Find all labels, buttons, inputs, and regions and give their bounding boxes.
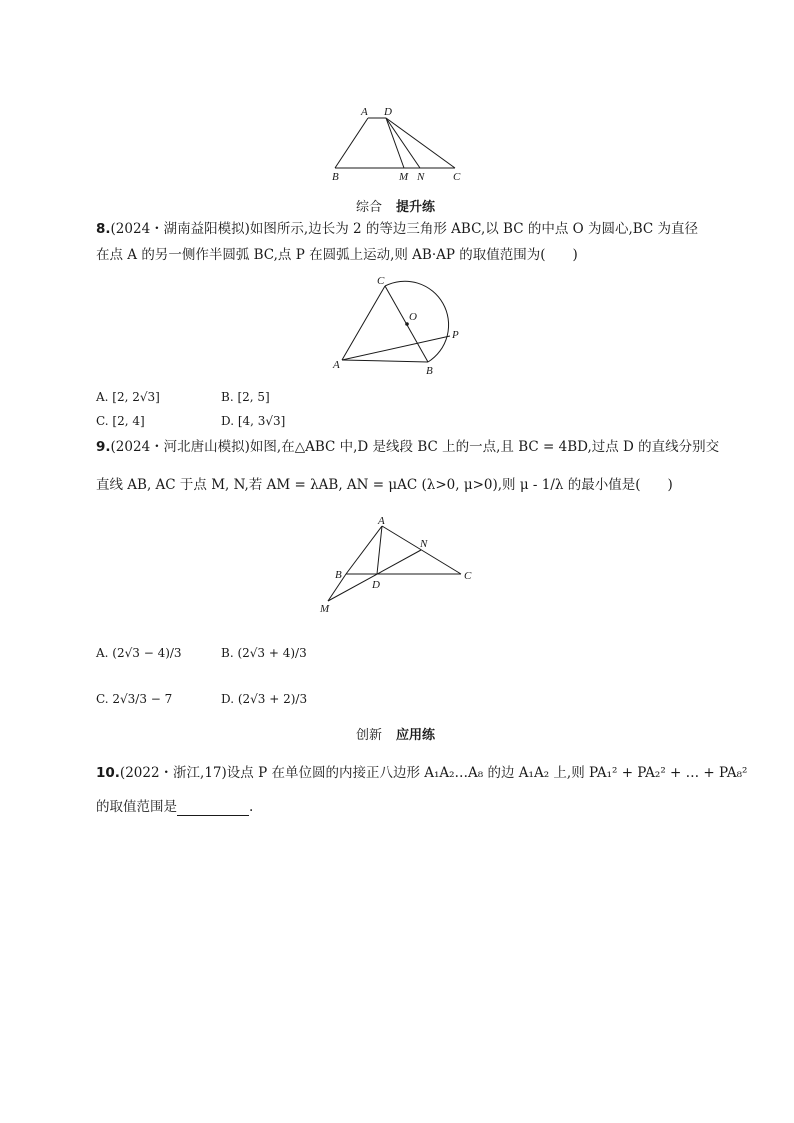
section2-right: 应用练	[396, 728, 436, 743]
q9-label-a: A	[378, 515, 385, 527]
q8-text1: (2024・湖南益阳模拟)如图所示,边长为 2 的等边三角形 ABC,以 BC 的中点 O 为圆心,BC 为直径	[110, 221, 699, 237]
q9-option-c: C. 2√3/3 − 7	[96, 692, 173, 706]
q10-line2	[96, 798, 253, 816]
fig1-label-c: C	[453, 171, 461, 183]
q10-text2: 的取值范围是	[96, 799, 177, 815]
section2-left: 创新	[356, 728, 383, 743]
q10-answer-blank[interactable]	[177, 803, 249, 816]
q9-label-n: N	[420, 538, 428, 550]
section-right: 提升练	[396, 200, 436, 215]
figure-q8-semicircle	[330, 272, 470, 380]
q8-label-o: O	[409, 311, 417, 323]
q9-option-d: D. (2√3 + 2)/3	[221, 692, 308, 706]
q8-label-p: P	[452, 329, 459, 341]
q10-period: .	[249, 799, 254, 815]
q8-label-b: B	[426, 365, 433, 377]
q10-text1: (2022・浙江,17)设点 P 在单位圆的内接正八边形 A₁A₂…A₈ 的边 A₁A₂ 上,则 PA₁² + PA₂² + … + PA₈²	[119, 765, 748, 781]
q8-number: 8.	[96, 221, 111, 237]
q9-line2: 直线 AB, AC 于点 M, N,若 AM = λAB, AN = μAC (λ>0, μ>0),则 μ - 1/λ 的最小值是( )	[96, 477, 673, 493]
fig1-label-a: A	[361, 106, 368, 118]
q9-line1	[96, 438, 719, 456]
q9-label-m: M	[320, 603, 330, 615]
q9-text1: (2024・河北唐山模拟)如图,在△ABC 中,D 是线段 BC 上的一点,且 BC = 4BD,过点 D 的直线分别交	[110, 439, 720, 455]
figure-trapezoid	[320, 100, 480, 186]
q8-option-d: D. [4, 3√3]	[221, 414, 286, 428]
fig1-label-n: N	[417, 171, 425, 183]
q9-label-b: B	[335, 569, 342, 581]
q9-option-b: B. (2√3 + 4)/3	[221, 646, 307, 660]
q8-option-c: C. [2, 4]	[96, 414, 145, 428]
q8-label-c: C	[377, 275, 385, 287]
figure-q9-triangle	[316, 510, 482, 616]
fig1-label-m: M	[399, 171, 409, 183]
fig1-label-b: B	[332, 171, 339, 183]
q9-number: 9.	[96, 439, 111, 455]
q10-number: 10.	[96, 765, 120, 781]
q9-label-d: D	[372, 579, 380, 591]
section-left: 综合	[356, 200, 383, 215]
section-heading-innovation	[356, 724, 435, 743]
q8-option-a: A. [2, 2√3]	[96, 390, 160, 404]
q8-line1	[96, 220, 698, 238]
q8-line2: 在点 A 的另一侧作半圆弧 BC,点 P 在圆弧上运动,则 AB·AP 的取值范围为( )	[96, 247, 578, 263]
q8-option-b: B. [2, 5]	[221, 390, 270, 404]
q8-label-a: A	[333, 359, 340, 371]
q9-label-c: C	[464, 570, 472, 582]
section-heading-synthesis	[356, 196, 435, 215]
q10-line1	[96, 764, 747, 782]
q9-option-a: A. (2√3 − 4)/3	[96, 646, 182, 660]
fig1-label-d: D	[384, 106, 392, 118]
